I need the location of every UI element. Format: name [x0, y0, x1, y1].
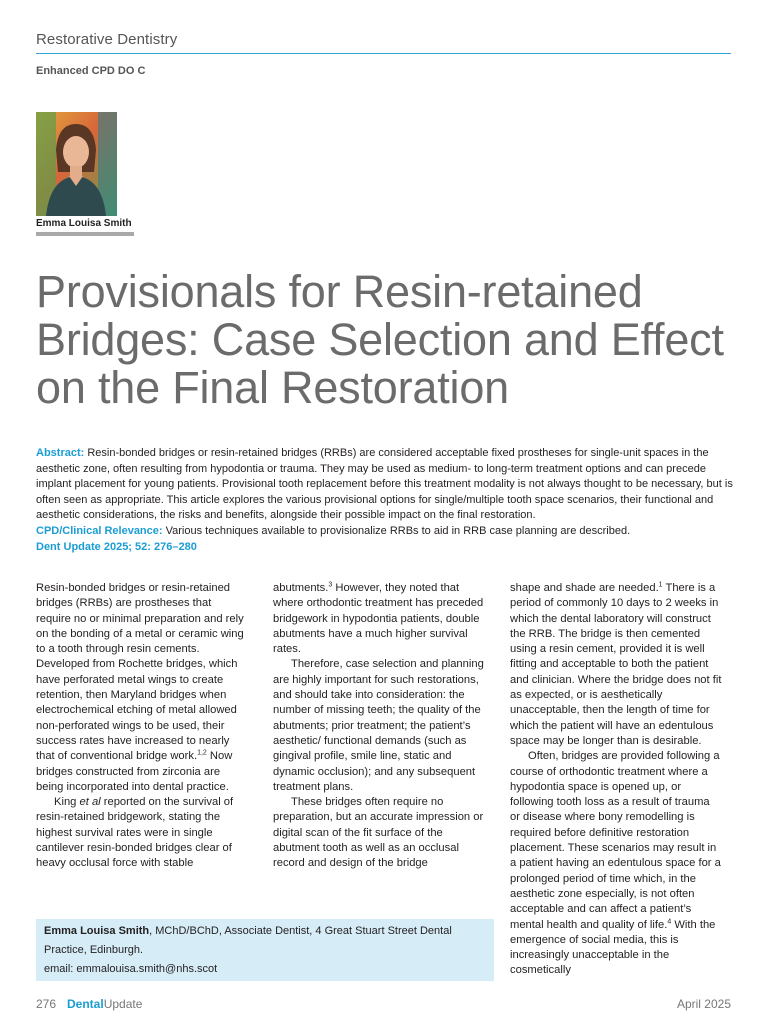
body-italic: et al — [79, 796, 101, 809]
relevance-text: Various techniques available to provisionalize RRBs to aid in RRB case planning are described. — [165, 524, 631, 537]
brand-part-2: Update — [103, 997, 143, 1011]
author-name: Emma Louisa Smith — [44, 925, 150, 937]
abstract-block — [36, 446, 736, 555]
body-paragraph: These bridges often require no preparation, but an accurate impression or digital scan of the fit surface of the abutment tooth as well as an occlusal record and design of the bridge — [273, 796, 484, 870]
relevance-label: CPD/Clinical Relevance: — [36, 524, 163, 537]
body-paragraph — [510, 749, 722, 978]
body-paragraph — [36, 581, 248, 795]
issue-date: April 2025 — [676, 997, 731, 1011]
citation: Dent Update 2025; 52: 276–280 — [36, 540, 197, 553]
body-paragraph — [273, 581, 485, 657]
journal-brand — [67, 997, 142, 1011]
body-text: However, they noted that where orthodontic treatment has preceded bridgework in hypodontia patients, double abutments have a much higher survival rates. — [273, 582, 484, 656]
abstract-paragraph — [36, 446, 736, 524]
body-text: abutments. — [273, 582, 329, 594]
body-text: Now bridges constructed from zirconia are being incorporated into dental practice. — [36, 750, 233, 793]
author-caption: Emma Louisa Smith — [36, 218, 132, 229]
body-text: Often, bridges are provided following a course of orthodontic treatment where a hypodontia space is opened up, or following tooth loss as a result of trauma or disease where bony remodelling is required before definitive restoration placement. These scenarios may result in a patient having an edentulous space for a prolonged period of time which, in the aesthetic zone especially, is not often acceptable and can affect a patient’s mental health and quality of life. — [510, 750, 721, 931]
body-paragraph: Therefore, case selection and planning are highly important for such restorations, and should take into consideration: the number of missing teeth; the quality of the abutments; prior treatment; the patient’s aesthetic/ functional demands (such as gingival profile, smile line, static and dynamic occlusion); and any subsequent treatment plans. — [273, 658, 484, 793]
body-text: reported on the survival of resin-retained bridgework, stating the highest survival rates were in single cantilever resin-bonded bridges clear of heavy occlusal force with stable — [36, 796, 234, 870]
author-affiliation — [44, 922, 486, 960]
body-paragraph — [36, 795, 248, 871]
reference-marker: 3 — [328, 581, 333, 589]
abstract-label: Abstract: — [36, 447, 85, 459]
relevance-paragraph — [36, 524, 736, 540]
body-text: There is a period of commonly 10 days to 2 weeks in which the dental laboratory will construct the RRB. The bridge is then cemented using a resin cement, provided it is well fitting and acceptable to both the patient and clinician. Where the bridge does not fit as expected, or is aesthetically unacceptable, then the length of time for which the patient will have an edentulous space may be longer than is desirable. — [510, 582, 722, 747]
caption-bar — [36, 232, 134, 236]
header-rule — [36, 53, 731, 54]
cpd-tag: Enhanced CPD DO C — [36, 65, 146, 77]
article-title: Provisionals for Resin-retained Bridges: Case Selection and Effect on the Final Restoration — [36, 266, 724, 413]
body-column-1 — [36, 581, 248, 872]
author-info-box — [36, 919, 494, 981]
body-column-2 — [273, 581, 485, 872]
author-portrait-photo — [36, 112, 117, 216]
body-text: shape and shade are needed. — [510, 582, 659, 594]
body-paragraph — [510, 581, 722, 749]
page-number: 276 — [36, 997, 57, 1011]
reference-marker: 1,2 — [197, 749, 207, 757]
body-text: King — [54, 796, 80, 809]
brand-part-1: Dental — [67, 997, 104, 1011]
reference-marker: 4 — [667, 917, 672, 925]
body-column-3 — [510, 581, 722, 979]
section-title: Restorative Dentistry — [36, 31, 178, 48]
reference-marker: 1 — [658, 581, 663, 589]
body-text: Resin-bonded bridges or resin-retained bridges (RRBs) are prostheses that require no or minimal preparation and rely on the bonding of a metal or ceramic wing to a tooth through resin cements. Developed from Rochette bridges, which have perforated metal wings to create retention, then Maryland bridges when electrochemical etching of metal allowed non-perforated wings to be used, their success rates have increased to nearly that of conventional bridge work. — [36, 582, 244, 763]
abstract-text: Resin-bonded bridges or resin-retained bridges (RRBs) are considered acceptable fixed prostheses for single-unit spaces in the aesthetic zone, often resulting from hypodontia or trauma. They may be used as medium- to long-term treatment options and can precede implant placement for young patients. Provisional tooth replacement before this treatment modality is not always thought to be necessary, but is often seen as appropriate. This article explores the various provisional options for single/multiple tooth space scenarios, their functional and aesthetic considerations, the risks and benefits, alongside their possible impact on the final restoration. — [36, 447, 733, 522]
author-email[interactable]: email: emmalouisa.smith@nhs.scot — [44, 963, 218, 975]
author-credentials: , MChD/BChD, Associate Dentist, 4 Great Stuart Street Dental Practice, Edinburgh. — [44, 925, 452, 956]
body-text: With the emergence of social media, this is increasingly unacceptable in the cosmetically — [510, 918, 716, 977]
